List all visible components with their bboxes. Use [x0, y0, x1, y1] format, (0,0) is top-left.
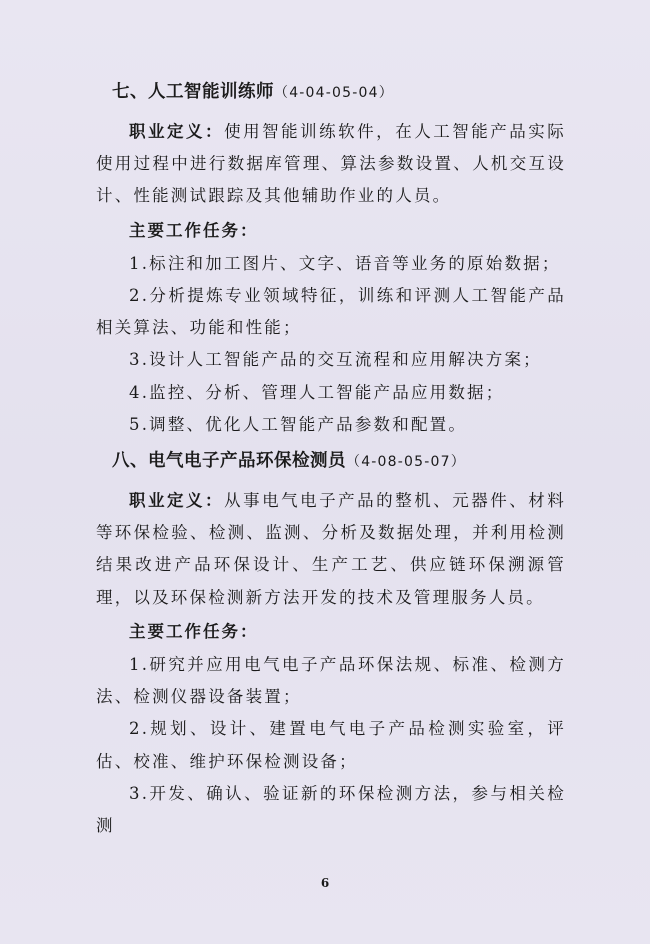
section-8-definition-text: 从事电气电子产品的整机、元器件、材料等环保检验、检测、监测、分析及数据处理，并利用检测结果改进产品环保设计、生产工艺、供应链环保溯源管理，以及环保检测新方法开发的技术及管理服务人员。: [96, 491, 567, 607]
section-7-title: 七、人工智能训练师: [112, 82, 274, 102]
page-number: 6: [320, 876, 330, 890]
document-body: [96, 78, 566, 842]
section-7-task-4: 4.监控、分析、管理人工智能产品应用数据；: [129, 382, 505, 402]
section-7-tasks-label: 主要工作任务：: [129, 220, 259, 240]
section-8-definition-label: 职业定义：: [129, 491, 225, 511]
section-8-task-3: 3.开发、确认、验证新的环保检测方法，参与相关检测: [96, 783, 566, 836]
section-7-task-5: 5.调整、优化人工智能产品参数和配置。: [129, 414, 468, 434]
section-7-heading: [112, 78, 566, 107]
section-8-task-1: 1.研究并应用电气电子产品环保法规、标准、检测方法、检测仪器设备装置；: [96, 655, 566, 707]
section-8-code: （4-08-05-07）: [346, 454, 466, 471]
section-7-task-2: 2.分析提炼专业领域特征，训练和评测人工智能产品相关算法、功能和性能；: [96, 286, 566, 338]
section-7-definition: [96, 116, 566, 213]
section-7-definition-text: 使用智能训练软件，在人工智能产品实际使用过程中进行数据库管理、算法参数设置、人机交互设计、性能测试跟踪及其他辅助作业的人员。: [96, 122, 567, 206]
section-8-heading: [112, 447, 566, 476]
section-7-code: （4-04-05-04）: [274, 85, 394, 101]
section-8-tasks-label: 主要工作任务：: [129, 621, 259, 641]
section-7-definition-label: 职业定义：: [129, 122, 225, 141]
section-7-task-1: 1.标注和加工图片、文字、语音等业务的原始数据；: [129, 253, 561, 273]
section-8-task-2: 2.规划、设计、建置电气电子产品检测实验室，评估、校准、维护环保检测设备；: [96, 719, 566, 771]
section-8-title: 八、电气电子产品环保检测员: [112, 451, 346, 472]
section-7-task-3: 3.设计人工智能产品的交互流程和应用解决方案；: [129, 350, 542, 370]
section-8-definition: [96, 485, 566, 614]
